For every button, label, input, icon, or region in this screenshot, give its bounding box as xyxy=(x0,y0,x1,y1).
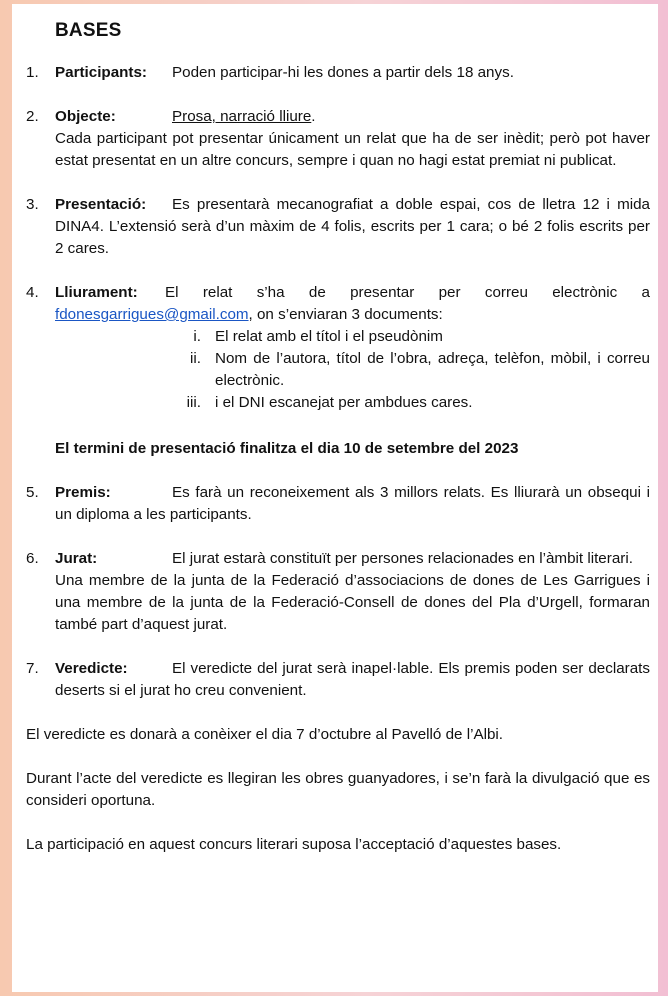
item-number: 5. xyxy=(26,484,39,501)
item-text: Es presentarà mecanografiat a doble espai, cos de lletra 12 i mida DINA4. L’extensió serà d’un màxim de 4 folis, escrits per 1 cara; o bé 2 folis escrits per 2 cares. xyxy=(55,196,650,257)
item-text: El relat s’ha de presentar per correu electrònic a xyxy=(165,284,650,301)
deadline-notice: El termini de presentació finalitza el dia 10 de setembre del 2023 xyxy=(55,440,519,457)
item-number: 6. xyxy=(26,550,39,567)
item-number: 7. xyxy=(26,660,39,677)
subitem xyxy=(156,348,650,392)
item-label: Jurat: xyxy=(55,550,98,567)
email-link[interactable]: fdonesgarrigues@gmail.com xyxy=(55,306,249,323)
item-number: 2. xyxy=(26,108,39,125)
item-text: Es farà un reconeixement als 3 millors relats. Es lliurarà un obsequi i un diploma a les participants. xyxy=(55,484,650,523)
item-text-2: Una membre de la junta de la Federació d’associacions de dones de Les Garrigues i una membre de la junta de la Federació-Consell de dones del Pla d’Urgell, formaran també part d’aquest jurat. xyxy=(55,572,650,633)
item-label: Objecte: xyxy=(55,108,116,125)
item-label: Lliurament: xyxy=(55,284,138,301)
item-label: Premis: xyxy=(55,484,111,501)
item-lead: Prosa, narració lliure xyxy=(172,108,312,125)
item-text: Poden participar-hi les dones a partir dels 18 anys. xyxy=(172,64,514,81)
item-body xyxy=(55,194,650,260)
item-text-2: , on s’enviaran 3 documents: xyxy=(248,306,443,323)
subitem xyxy=(156,392,650,414)
page-title: BASES xyxy=(55,20,122,41)
item-veredicte xyxy=(26,658,650,702)
item-text: Cada participant pot presentar únicament un relat que ha de ser inèdit; però pot haver estat presentat en un altre concurs, sempre i quan no hagi estat premiat ni publicat. xyxy=(55,130,650,169)
item-label: Participants: xyxy=(55,64,147,81)
item-jurat xyxy=(26,548,650,636)
closing-paragraph: La participació en aquest concurs literari suposa l’acceptació d’aquestes bases. xyxy=(26,836,562,853)
subitem-number: i. xyxy=(193,328,201,345)
subitem-number: iii. xyxy=(186,394,201,411)
item-objecte xyxy=(26,106,650,172)
subitem-text: i el DNI escanejat per ambdues cares. xyxy=(215,394,473,411)
item-premis xyxy=(26,482,650,526)
item-lead-end: . xyxy=(311,108,316,125)
subitem-text: El relat amb el títol i el pseudònim xyxy=(215,328,443,345)
item-label: Veredicte: xyxy=(55,660,128,677)
closing-paragraph: Durant l’acte del veredicte es llegiran les obres guanyadores, i se’n farà la divulgació que es consideri oportuna. xyxy=(26,770,650,809)
subitem xyxy=(156,326,650,348)
item-participants xyxy=(26,62,650,84)
subitem-text: Nom de l’autora, títol de l’obra, adreça, telèfon, mòbil, i correu electrònic. xyxy=(215,350,650,389)
item-presentacio xyxy=(26,194,650,260)
item-number: 4. xyxy=(26,284,39,301)
item-body xyxy=(55,106,650,172)
item-text: El veredicte del jurat serà inapel·lable. Els premis poden ser declarats deserts si el jurat ho creu convenient. xyxy=(55,660,650,699)
item-body xyxy=(55,62,650,84)
item-body xyxy=(55,482,650,526)
item-number: 1. xyxy=(26,64,39,81)
item-text: El jurat estarà constituït per persones relacionades en l’àmbit literari. xyxy=(172,550,633,567)
document-content xyxy=(26,20,650,878)
item-body xyxy=(55,658,650,702)
item-body xyxy=(55,282,650,414)
item-label: Presentació: xyxy=(55,196,147,213)
document-page xyxy=(12,4,658,992)
subitem-number: ii. xyxy=(190,350,201,367)
closing-paragraph: El veredicte es donarà a conèixer el dia 7 d’octubre al Pavelló de l’Albi. xyxy=(26,726,503,743)
item-lliurament xyxy=(26,282,650,414)
item-body xyxy=(55,548,650,636)
item-number: 3. xyxy=(26,196,39,213)
